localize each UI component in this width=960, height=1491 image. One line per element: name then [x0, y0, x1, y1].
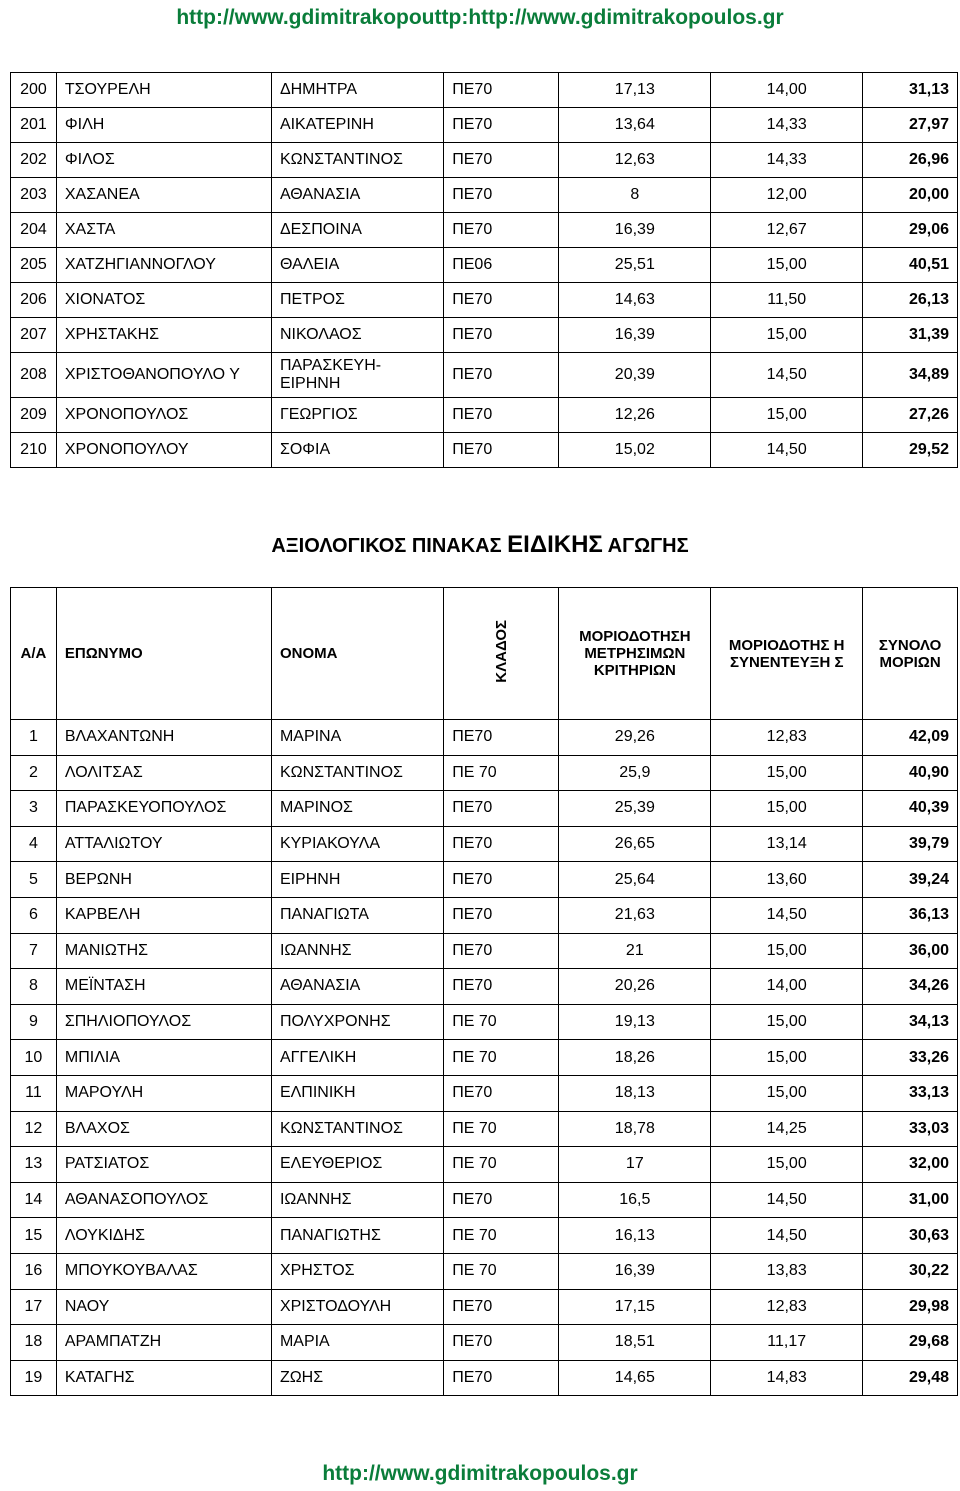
table-row: [11, 755, 958, 791]
cell-criteria: 16,39: [559, 1253, 711, 1289]
cell-interview: 14,50: [711, 897, 863, 933]
cell-name: ΜΑΡΙΑ: [271, 1325, 443, 1361]
table-row: [11, 933, 958, 969]
cell-name: ΜΑΡΙΝΟΣ: [271, 791, 443, 827]
cell-name: ΖΩΗΣ: [271, 1360, 443, 1396]
table-header-row: [11, 588, 958, 720]
cell-interview: 12,83: [711, 720, 863, 756]
header-criteria: ΜΟΡΙΟΔΟΤΗΣΗ ΜΕΤΡΗΣΙΜΩΝ ΚΡΙΤΗΡΙΩΝ: [559, 588, 711, 720]
cell-criteria: 21: [559, 933, 711, 969]
cell-total: 29,68: [863, 1325, 958, 1361]
cell-branch: ΠΕ70: [444, 143, 559, 178]
cell-total: 31,39: [863, 318, 958, 353]
cell-criteria: 18,26: [559, 1040, 711, 1076]
header-url[interactable]: http://www.gdimitrakopouttp:http://www.gdimitrakopoulos.gr: [176, 6, 784, 29]
cell-aa: 205: [11, 248, 57, 283]
cell-aa: 11: [11, 1075, 57, 1111]
cell-surname: ΧΑΣΤΑ: [56, 213, 271, 248]
cell-branch: ΠΕ 70: [444, 1147, 559, 1183]
cell-name: ΔΗΜΗΤΡΑ: [271, 73, 443, 108]
cell-criteria: 16,5: [559, 1182, 711, 1218]
cell-total: 36,13: [863, 897, 958, 933]
cell-name: ΑΘΑΝΑΣΙΑ: [271, 178, 443, 213]
cell-surname: ΚΑΤΑΓΗΣ: [56, 1360, 271, 1396]
cell-aa: 209: [11, 398, 57, 433]
cell-name: ΑΓΓΕΛΙΚΗ: [271, 1040, 443, 1076]
cell-name: ΑΘΑΝΑΣΙΑ: [271, 969, 443, 1005]
cell-branch: ΠΕ 70: [444, 1004, 559, 1040]
table-row: [11, 897, 958, 933]
table-row: [11, 73, 958, 108]
cell-criteria: 14,65: [559, 1360, 711, 1396]
cell-name: ΠΑΝΑΓΙΩΤΑ: [271, 897, 443, 933]
cell-surname: ΣΠΗΛΙΟΠΟΥΛΟΣ: [56, 1004, 271, 1040]
table-row: [11, 283, 958, 318]
cell-aa: 10: [11, 1040, 57, 1076]
cell-criteria: 18,78: [559, 1111, 711, 1147]
cell-criteria: 16,39: [559, 318, 711, 353]
cell-aa: 14: [11, 1182, 57, 1218]
table-row: [11, 1325, 958, 1361]
cell-interview: 15,00: [711, 318, 863, 353]
cell-surname: ΤΣΟΥΡΕΛΗ: [56, 73, 271, 108]
cell-total: 30,63: [863, 1218, 958, 1254]
table-row: [11, 213, 958, 248]
cell-branch: ΠΕ70: [444, 1360, 559, 1396]
cell-surname: ΜΠΟΥΚΟΥΒΑΛΑΣ: [56, 1253, 271, 1289]
cell-interview: 15,00: [711, 755, 863, 791]
cell-name: ΚΩΝΣΤΑΝΤΙΝΟΣ: [271, 1111, 443, 1147]
cell-total: 29,06: [863, 213, 958, 248]
cell-surname: ΧΑΤΖΗΓΙΑΝΝΟΓΛΟΥ: [56, 248, 271, 283]
cell-total: 32,00: [863, 1147, 958, 1183]
cell-interview: 15,00: [711, 398, 863, 433]
cell-interview: 14,00: [711, 969, 863, 1005]
cell-aa: 5: [11, 862, 57, 898]
cell-criteria: 29,26: [559, 720, 711, 756]
cell-branch: ΠΕ70: [444, 897, 559, 933]
cell-total: 26,13: [863, 283, 958, 318]
cell-branch: ΠΕ70: [444, 213, 559, 248]
cell-surname: ΜΑΡΟΥΛΗ: [56, 1075, 271, 1111]
header-interview: ΜΟΡΙΟΔΟΤΗΣ Η ΣΥΝΕΝΤΕΥΞΗ Σ: [711, 588, 863, 720]
cell-total: 40,39: [863, 791, 958, 827]
cell-name: ΠΑΝΑΓΙΩΤΗΣ: [271, 1218, 443, 1254]
cell-aa: 1: [11, 720, 57, 756]
table-row: [11, 143, 958, 178]
cell-criteria: 13,64: [559, 108, 711, 143]
cell-name: ΕΙΡΗΝΗ: [271, 862, 443, 898]
cell-name: ΧΡΗΣΤΟΣ: [271, 1253, 443, 1289]
cell-aa: 210: [11, 433, 57, 468]
cell-surname: ΧΡΟΝΟΠΟΥΛΟΥ: [56, 433, 271, 468]
cell-branch: ΠΕ 70: [444, 755, 559, 791]
cell-surname: ΧΡΗΣΤΑΚΗΣ: [56, 318, 271, 353]
results-table-continued: [10, 72, 958, 468]
cell-branch: ΠΕ70: [444, 353, 559, 398]
cell-total: 31,00: [863, 1182, 958, 1218]
cell-name: ΙΩΑΝΝΗΣ: [271, 1182, 443, 1218]
cell-aa: 4: [11, 826, 57, 862]
cell-branch: ΠΕ70: [444, 318, 559, 353]
cell-surname: ΑΘΑΝΑΣΟΠΟΥΛΟΣ: [56, 1182, 271, 1218]
cell-interview: 15,00: [711, 1004, 863, 1040]
table-row: [11, 248, 958, 283]
cell-branch: ΠΕ 70: [444, 1111, 559, 1147]
cell-name: ΧΡΙΣΤΟΔΟΥΛΗ: [271, 1289, 443, 1325]
cell-name: ΑΙΚΑΤΕΡΙΝΗ: [271, 108, 443, 143]
table-row: [11, 720, 958, 756]
cell-total: 34,26: [863, 969, 958, 1005]
table-row: [11, 1111, 958, 1147]
cell-aa: 203: [11, 178, 57, 213]
cell-branch: ΠΕ70: [444, 398, 559, 433]
header-branch: [444, 588, 559, 720]
cell-branch: ΠΕ70: [444, 791, 559, 827]
cell-criteria: 20,26: [559, 969, 711, 1005]
cell-branch: ΠΕ 70: [444, 1218, 559, 1254]
cell-branch: ΠΕ70: [444, 1325, 559, 1361]
cell-interview: 14,83: [711, 1360, 863, 1396]
cell-total: 27,26: [863, 398, 958, 433]
cell-criteria: 17,15: [559, 1289, 711, 1325]
table-row: [11, 862, 958, 898]
cell-criteria: 15,02: [559, 433, 711, 468]
cell-criteria: 17: [559, 1147, 711, 1183]
cell-total: 29,48: [863, 1360, 958, 1396]
cell-branch: ΠΕ 70: [444, 1040, 559, 1076]
cell-criteria: 16,39: [559, 213, 711, 248]
special-education-table: [10, 587, 958, 1396]
cell-branch: ΠΕ70: [444, 933, 559, 969]
cell-surname: ΦΙΛΗ: [56, 108, 271, 143]
cell-total: 29,98: [863, 1289, 958, 1325]
cell-branch: ΠΕ70: [444, 1182, 559, 1218]
cell-name: ΣΟΦΙΑ: [271, 433, 443, 468]
cell-interview: 14,50: [711, 433, 863, 468]
cell-interview: 15,00: [711, 248, 863, 283]
cell-branch: ΠΕ70: [444, 178, 559, 213]
cell-criteria: 12,63: [559, 143, 711, 178]
cell-total: 34,13: [863, 1004, 958, 1040]
cell-branch: ΠΕ70: [444, 720, 559, 756]
cell-surname: ΛΟΛΙΤΣΑΣ: [56, 755, 271, 791]
header-surname: ΕΠΩΝΥΜΟ: [56, 588, 271, 720]
table-row: [11, 178, 958, 213]
cell-interview: 15,00: [711, 1147, 863, 1183]
cell-name: ΙΩΑΝΝΗΣ: [271, 933, 443, 969]
cell-surname: ΝΑΟΥ: [56, 1289, 271, 1325]
cell-interview: 14,50: [711, 1218, 863, 1254]
cell-interview: 13,60: [711, 862, 863, 898]
cell-criteria: 18,13: [559, 1075, 711, 1111]
cell-total: 27,97: [863, 108, 958, 143]
cell-total: 26,96: [863, 143, 958, 178]
table-row: [11, 398, 958, 433]
cell-interview: 14,50: [711, 1182, 863, 1218]
cell-name: ΚΩΝΣΤΑΝΤΙΝΟΣ: [271, 755, 443, 791]
cell-criteria: 17,13: [559, 73, 711, 108]
cell-surname: ΧΡΟΝΟΠΟΥΛΟΣ: [56, 398, 271, 433]
cell-name: ΕΛΠΙΝΙΚΗ: [271, 1075, 443, 1111]
table-row: [11, 1040, 958, 1076]
cell-branch: ΠΕ70: [444, 433, 559, 468]
cell-total: 36,00: [863, 933, 958, 969]
table-row: [11, 969, 958, 1005]
cell-surname: ΑΡΑΜΠΑΤΖΗ: [56, 1325, 271, 1361]
cell-criteria: 14,63: [559, 283, 711, 318]
cell-name: ΝΙΚΟΛΑΟΣ: [271, 318, 443, 353]
cell-name: ΜΑΡΙΝΑ: [271, 720, 443, 756]
cell-branch: ΠΕ70: [444, 862, 559, 898]
cell-interview: 14,50: [711, 353, 863, 398]
cell-criteria: 21,63: [559, 897, 711, 933]
cell-total: 40,51: [863, 248, 958, 283]
table-row: [11, 1147, 958, 1183]
header-aa: Α/Α: [11, 588, 57, 720]
cell-aa: 204: [11, 213, 57, 248]
cell-branch: ΠΕ 70: [444, 1253, 559, 1289]
cell-surname: ΚΑΡΒΕΛΗ: [56, 897, 271, 933]
cell-interview: 13,83: [711, 1253, 863, 1289]
cell-surname: ΡΑΤΣΙΑΤΟΣ: [56, 1147, 271, 1183]
cell-surname: ΑΤΤΑΛΙΩΤΟΥ: [56, 826, 271, 862]
cell-total: 30,22: [863, 1253, 958, 1289]
cell-aa: 207: [11, 318, 57, 353]
cell-criteria: 25,39: [559, 791, 711, 827]
table-row: [11, 1075, 958, 1111]
cell-surname: ΠΑΡΑΣΚΕΥΟΠΟΥΛΟΣ: [56, 791, 271, 827]
cell-aa: 2: [11, 755, 57, 791]
header-branch-label: ΚΛΑΔΟΣ: [492, 620, 510, 683]
cell-aa: 19: [11, 1360, 57, 1396]
cell-criteria: 8: [559, 178, 711, 213]
cell-criteria: 25,51: [559, 248, 711, 283]
cell-name: ΚΩΝΣΤΑΝΤΙΝΟΣ: [271, 143, 443, 178]
cell-name: ΔΕΣΠΟΙΝΑ: [271, 213, 443, 248]
cell-criteria: 16,13: [559, 1218, 711, 1254]
table-row: [11, 1360, 958, 1396]
cell-interview: 12,67: [711, 213, 863, 248]
table-row: [11, 1004, 958, 1040]
cell-name: ΠΑΡΑΣΚΕΥΗ- ΕΙΡΗΝΗ: [271, 353, 443, 398]
cell-total: 33,13: [863, 1075, 958, 1111]
cell-branch: ΠΕ70: [444, 283, 559, 318]
cell-aa: 201: [11, 108, 57, 143]
cell-aa: 13: [11, 1147, 57, 1183]
cell-surname: ΒΛΑΧΟΣ: [56, 1111, 271, 1147]
cell-total: 29,52: [863, 433, 958, 468]
cell-interview: 13,14: [711, 826, 863, 862]
cell-aa: 12: [11, 1111, 57, 1147]
cell-branch: ΠΕ70: [444, 108, 559, 143]
cell-aa: 15: [11, 1218, 57, 1254]
cell-aa: 3: [11, 791, 57, 827]
cell-interview: 15,00: [711, 1040, 863, 1076]
cell-aa: 200: [11, 73, 57, 108]
cell-interview: 14,33: [711, 108, 863, 143]
cell-aa: 9: [11, 1004, 57, 1040]
cell-surname: ΜΑΝΙΩΤΗΣ: [56, 933, 271, 969]
cell-aa: 8: [11, 969, 57, 1005]
cell-interview: 15,00: [711, 933, 863, 969]
cell-aa: 202: [11, 143, 57, 178]
cell-name: ΘΑΛΕΙΑ: [271, 248, 443, 283]
cell-interview: 12,83: [711, 1289, 863, 1325]
cell-aa: 7: [11, 933, 57, 969]
cell-interview: 11,17: [711, 1325, 863, 1361]
cell-interview: 15,00: [711, 791, 863, 827]
table-row: [11, 1182, 958, 1218]
cell-criteria: 19,13: [559, 1004, 711, 1040]
footer-url[interactable]: http://www.gdimitrakopoulos.gr: [322, 1462, 638, 1485]
table-row: [11, 433, 958, 468]
cell-total: 39,79: [863, 826, 958, 862]
cell-criteria: 25,64: [559, 862, 711, 898]
cell-criteria: 12,26: [559, 398, 711, 433]
cell-surname: ΜΕΪΝΤΑΣΗ: [56, 969, 271, 1005]
header-name: ΟΝΟΜΑ: [271, 588, 443, 720]
cell-surname: ΒΛΑΧΑΝΤΩΝΗ: [56, 720, 271, 756]
cell-criteria: 26,65: [559, 826, 711, 862]
section-title: ΑΞΙΟΛΟΓΙΚΟΣ ΠΙΝΑΚΑΣ ΕΙΔΙΚΗΣ ΑΓΩΓΗΣ: [271, 531, 689, 558]
cell-branch: ΠΕ70: [444, 969, 559, 1005]
cell-surname: ΛΟΥΚΙΔΗΣ: [56, 1218, 271, 1254]
cell-criteria: 18,51: [559, 1325, 711, 1361]
cell-total: 42,09: [863, 720, 958, 756]
cell-branch: ΠΕ70: [444, 73, 559, 108]
cell-branch: ΠΕ70: [444, 1289, 559, 1325]
table-row: [11, 318, 958, 353]
cell-aa: 18: [11, 1325, 57, 1361]
cell-branch: ΠΕ70: [444, 1075, 559, 1111]
cell-aa: 6: [11, 897, 57, 933]
cell-total: 34,89: [863, 353, 958, 398]
cell-total: 33,03: [863, 1111, 958, 1147]
cell-name: ΚΥΡΙΑΚΟΥΛΑ: [271, 826, 443, 862]
cell-total: 33,26: [863, 1040, 958, 1076]
cell-surname: ΧΙΟΝΑΤΟΣ: [56, 283, 271, 318]
cell-interview: 14,25: [711, 1111, 863, 1147]
cell-surname: ΜΠΙΛΙΑ: [56, 1040, 271, 1076]
cell-branch: ΠΕ06: [444, 248, 559, 283]
cell-aa: 206: [11, 283, 57, 318]
cell-surname: ΒΕΡΩΝΗ: [56, 862, 271, 898]
table-row: [11, 1218, 958, 1254]
cell-branch: ΠΕ70: [444, 826, 559, 862]
table-row: [11, 108, 958, 143]
table-row: [11, 791, 958, 827]
cell-surname: ΧΡΙΣΤΟΘΑΝΟΠΟΥΛΟ Υ: [56, 353, 271, 398]
cell-total: 39,24: [863, 862, 958, 898]
cell-surname: ΦΙΛΟΣ: [56, 143, 271, 178]
cell-interview: 14,33: [711, 143, 863, 178]
cell-criteria: 25,9: [559, 755, 711, 791]
table-row: [11, 353, 958, 398]
cell-aa: 16: [11, 1253, 57, 1289]
cell-name: ΓΕΩΡΓΙΟΣ: [271, 398, 443, 433]
table-row: [11, 1253, 958, 1289]
cell-total: 31,13: [863, 73, 958, 108]
table-row: [11, 1289, 958, 1325]
cell-interview: 12,00: [711, 178, 863, 213]
cell-criteria: 20,39: [559, 353, 711, 398]
cell-interview: 15,00: [711, 1075, 863, 1111]
cell-total: 40,90: [863, 755, 958, 791]
table-row: [11, 826, 958, 862]
cell-interview: 11,50: [711, 283, 863, 318]
cell-surname: ΧΑΣΑΝΕΑ: [56, 178, 271, 213]
cell-name: ΠΕΤΡΟΣ: [271, 283, 443, 318]
header-total: ΣΥΝΟΛΟ ΜΟΡΙΩΝ: [863, 588, 958, 720]
cell-aa: 208: [11, 353, 57, 398]
cell-aa: 17: [11, 1289, 57, 1325]
cell-total: 20,00: [863, 178, 958, 213]
cell-interview: 14,00: [711, 73, 863, 108]
cell-name: ΕΛΕΥΘΕΡΙΟΣ: [271, 1147, 443, 1183]
cell-name: ΠΟΛΥΧΡΟΝΗΣ: [271, 1004, 443, 1040]
